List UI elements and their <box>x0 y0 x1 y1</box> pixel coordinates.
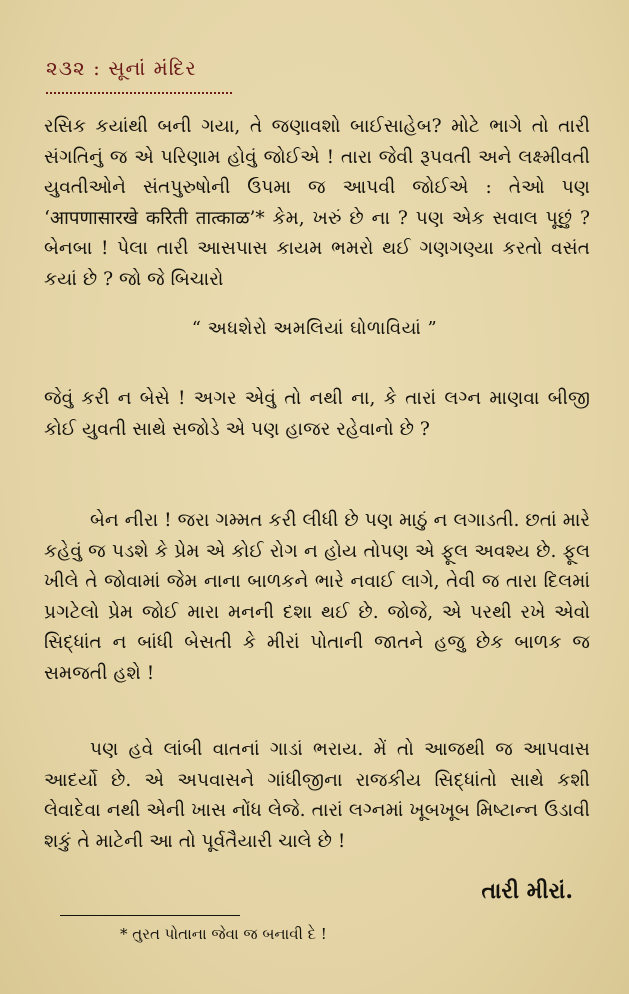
quoted-heading: “ અધશેરો અમલિયાં ઘોળાવિયાં ” <box>191 318 438 339</box>
footnote: * તુરત પોતાના જેવા જ બનાવી દે ! <box>120 925 327 943</box>
footnote-rule <box>60 915 240 916</box>
paragraph-4: પણ હવે લાંબી વાતનાં ગાડાં ભરાય. મેં તો આજથી જ આપવાસ આદર્યો છે. એ અપવાસને ગાંધીજીના રાજકીય સિદ્ધાંતો સાથે કશી લેવાદેવા નથી એની ખાસ નોંધ લેજે. તારાં લગ્નમાં ખૂબખૂબ મિષ્ટાન્ન ઉડાવી શકું તે માટેની આ તો પૂર્વતૈયારી ચાલે છે ! <box>44 739 590 852</box>
paragraph-2: જેવું કરી ન બેસે ! અગર એવું તો નથી ના, કે તારાં લગ્ન માણવા બીજી કોઈ યુવતી સાથે સજોડે એ પણ હાજર રહેવાનો છે ? <box>44 388 590 440</box>
page-header: ૨૩૨ : સૂનાં મંદિર <box>46 56 197 80</box>
paragraph-1: રસિક કયાંથી બની ગયા, તે જણાવશો બાઈસાહેબ? મોટે ભાગે તો તારી સંગતિનું જ એ પરિણામ હોવું જોઈએ ! તારા જેવી રૂપવતી અને લક્ષ્મીવતી યુવતીઓને સંતપુરુષોની ઉપમા જ આપવી જોઈએ : તેઓ પણ ‘आपणासारखे करिती तात्काळ’* કેમ, ખરું છે ના ? પણ એક સવાલ પૂછું ? બેનબા ! પેલા તારી આસપાસ કાયમ ભમરો થઈ ગણગણ્યા કરતો વસંત કયાં છે ? જો જે બિચારો <box>44 116 590 290</box>
signature: તારી મીરાં. <box>481 878 573 904</box>
paragraph-3: બેન નીરા ! જરા ગમ્મત કરી લીધી છે પણ માઠું ન લગાડતી. છતાં મારે કહેવું જ પડશે કે પ્રેમ એ કોઈ રોગ ન હોય તોપણ એ ફૂલ અવશ્ય છે. ફૂલ ખીલે તે જોવામાં જેમ નાના બાળકને ભારે નવાઈ લાગે, તેવી જ તારા દિલમાં પ્રગટેલો પ્રેમ જોઈ મારા મનની દશા થઈ છે. જોજે, એ પરથી રખે એવો સિદ્ધાંત ન બાંધી બેસતી કે મીરાં પોતાની જાતને હજુ છેક બાળક જ સમજતી હશે ! <box>44 510 590 684</box>
header-dotted-rule <box>46 92 232 94</box>
